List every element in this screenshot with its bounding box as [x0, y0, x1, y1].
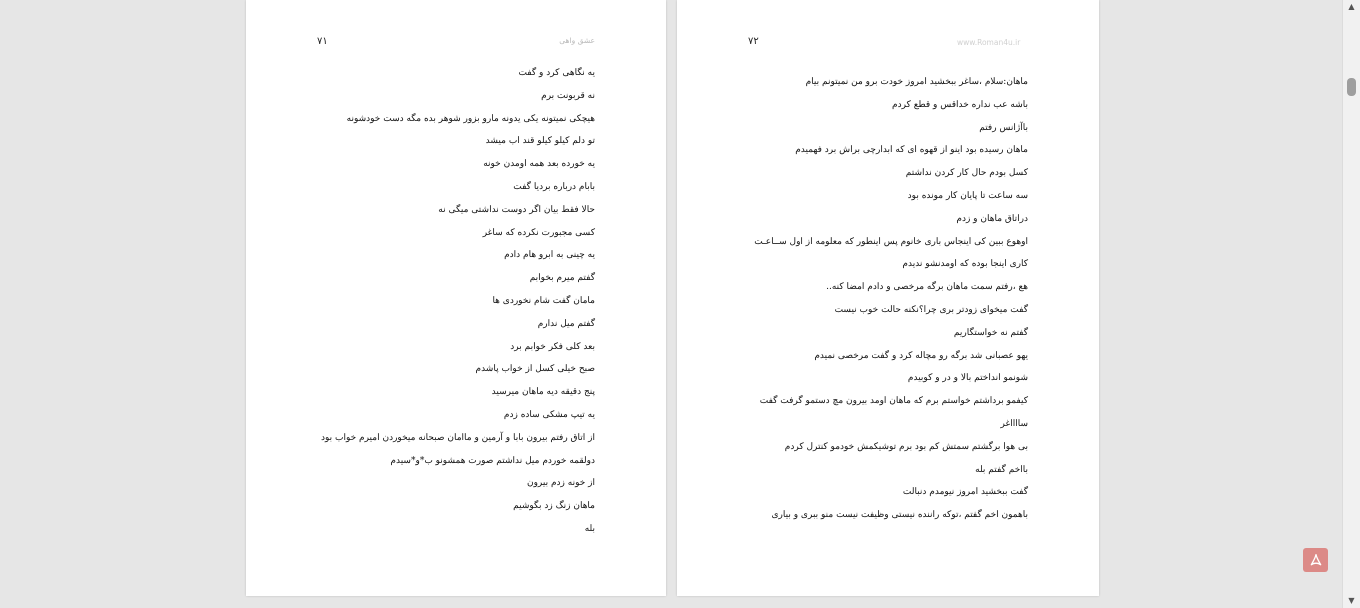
text-line: یهو عصبانی شد برگه رو مچاله کرد و گفت مرخصی نمیدم — [814, 350, 1028, 361]
scroll-down-arrow-icon[interactable]: ▼ — [1348, 596, 1355, 605]
text-line: گفتم نه خواستگاریم — [953, 327, 1028, 338]
text-line: هیچکی نمیتونه یکی یدونه مارو بزور شوهر بده مگه دست خودشونه — [346, 113, 595, 124]
text-line: باشه عب نداره خداقس و قطع کردم — [892, 99, 1028, 110]
text-line: هع ،رفتم سمت ماهان برگه مرخصی و دادم امضا کنه.. — [826, 282, 1028, 293]
text-line: سااااغر — [1000, 418, 1028, 429]
text-line: گفتم میرم بخوابم — [529, 273, 595, 284]
text-line: یه چینی به ابرو هام دادم — [504, 250, 595, 261]
text-line: بی هوا برگشتم سمتش کم بود برم توشیکمش خودمو کنترل کردم — [784, 441, 1028, 452]
text-line: گفت ببخشید امروز نیومدم دنبالت — [902, 487, 1028, 498]
text-line: یه خورده بعد همه اومدن خونه — [483, 159, 595, 170]
page-number: ٧٢ — [748, 36, 759, 47]
page-header-title: عشق واهی — [559, 36, 595, 45]
text-line: بااخم گفتم بله — [975, 464, 1028, 475]
text-line: پنج دقیقه دیه ماهان میرسید — [491, 387, 595, 398]
text-line: تو دلم کیلو کیلو قند اب میشد — [485, 136, 595, 147]
text-line: از خونه زدم بیرون — [526, 478, 595, 489]
page-number: ٧١ — [317, 36, 328, 47]
text-line: مامان گفت شام نخوردی ها — [492, 295, 595, 306]
text-line: از اتاق رفتم بیرون بابا و آرمین و ماامان صبحانه میخوردن امیرم خواب بود — [320, 432, 595, 443]
page-text — [295, 66, 595, 545]
text-line: اوهوع ببین کی اینجاس باری خانوم پس اینطور که معلومه از اول ســاعـت — [754, 236, 1028, 247]
text-line: گفتم میل ندارم — [537, 318, 595, 329]
text-line: نه قربونت برم — [541, 90, 595, 101]
scroll-thumb[interactable] — [1347, 78, 1356, 96]
text-line: باآژانس رفتم — [979, 122, 1028, 133]
text-line: کیفمو برداشتم خواستم برم که ماهان اومد بیرون مچ دستمو گرفت گفت — [759, 396, 1028, 407]
text-line: بعد کلی فکر خوابم برد — [510, 341, 595, 352]
text-line: سه ساعت تا پایان کار مونده بود — [907, 190, 1028, 201]
pdf-download-button[interactable] — [1303, 548, 1328, 572]
pdf-icon — [1308, 552, 1324, 568]
text-line: باهمون اخم گفتم ،توکه راننده نیستی وظیفت نیست منو ببری و بیاری — [771, 510, 1028, 521]
text-line: بابام درباره بردیا گفت — [513, 181, 595, 192]
page-72 — [677, 0, 1099, 596]
text-line: گفت میخوای زودتر بری چرا؟نکنه حالت خوب نیست — [834, 304, 1028, 315]
text-line: ماهان زنگ زد بگوشیم — [513, 501, 595, 512]
text-line: یه نگاهی کرد و گفت — [518, 68, 595, 78]
text-line: حالا فقط بیان اگر دوست نداشتی میگی نه — [438, 204, 595, 215]
text-line: دولقمه خوردم میل نداشتم صورت همشونو ب*و*سیدم — [390, 455, 595, 466]
text-line: کسل بودم حال کار کردن نداشتم — [905, 168, 1028, 179]
text-line: کسی مجبورت نکرده که ساغر — [482, 227, 595, 238]
text-line: ماهان:سلام ،ساغر ببخشید امروز خودت برو من نمیتونم بیام — [805, 77, 1028, 87]
page-text — [728, 75, 1028, 531]
text-line: یه تیپ مشکی ساده زدم — [503, 409, 595, 420]
vertical-scrollbar[interactable] — [1342, 0, 1360, 608]
text-line: ماهان رسیده بود اینو از قهوه ای که ابدارچی براش برد فهمیدم — [795, 145, 1028, 156]
scroll-up-arrow-icon[interactable]: ▲ — [1348, 2, 1355, 11]
text-line: کاری اینجا بوده که اومدنشو ندیدم — [902, 259, 1028, 270]
text-line: شونمو انداختم بالا و در و کوبیدم — [907, 373, 1028, 384]
page-header-watermark: www.Roman4u.ir — [957, 38, 1021, 47]
text-line: دراتاق ماهان و زدم — [956, 213, 1028, 224]
page-71 — [246, 0, 666, 596]
text-line: صبح خیلی کسل از خواب پاشدم — [475, 364, 595, 375]
text-line: بله — [584, 523, 595, 534]
